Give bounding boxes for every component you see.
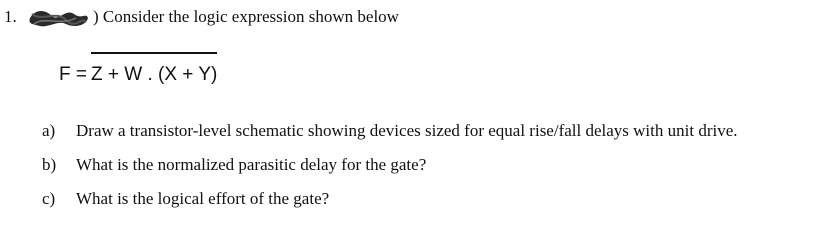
formula-overline xyxy=(91,52,217,54)
item-marker: c) xyxy=(42,189,56,208)
item-marker: a) xyxy=(42,121,56,140)
item-text: Draw a transistor-level schematic showing devices sized for equal rise/fall delays with unit drive. xyxy=(76,121,738,140)
formula-lhs: F = xyxy=(59,64,87,85)
formula-negated-expression xyxy=(91,64,217,86)
formula-expression-text: Z + W . (X + Y) xyxy=(90,64,218,85)
logic-formula xyxy=(59,64,217,86)
question-intro: ) Consider the logic expression shown below xyxy=(93,7,399,26)
item-marker: b) xyxy=(42,155,57,174)
list-item xyxy=(42,189,329,209)
item-text: What is the logical effort of the gate? xyxy=(76,189,330,208)
list-item xyxy=(42,121,738,141)
item-text: What is the normalized parasitic delay for the gate? xyxy=(76,155,427,174)
list-item xyxy=(42,155,426,175)
question-number: 1. xyxy=(4,7,17,26)
redacted-scribble xyxy=(26,6,92,30)
